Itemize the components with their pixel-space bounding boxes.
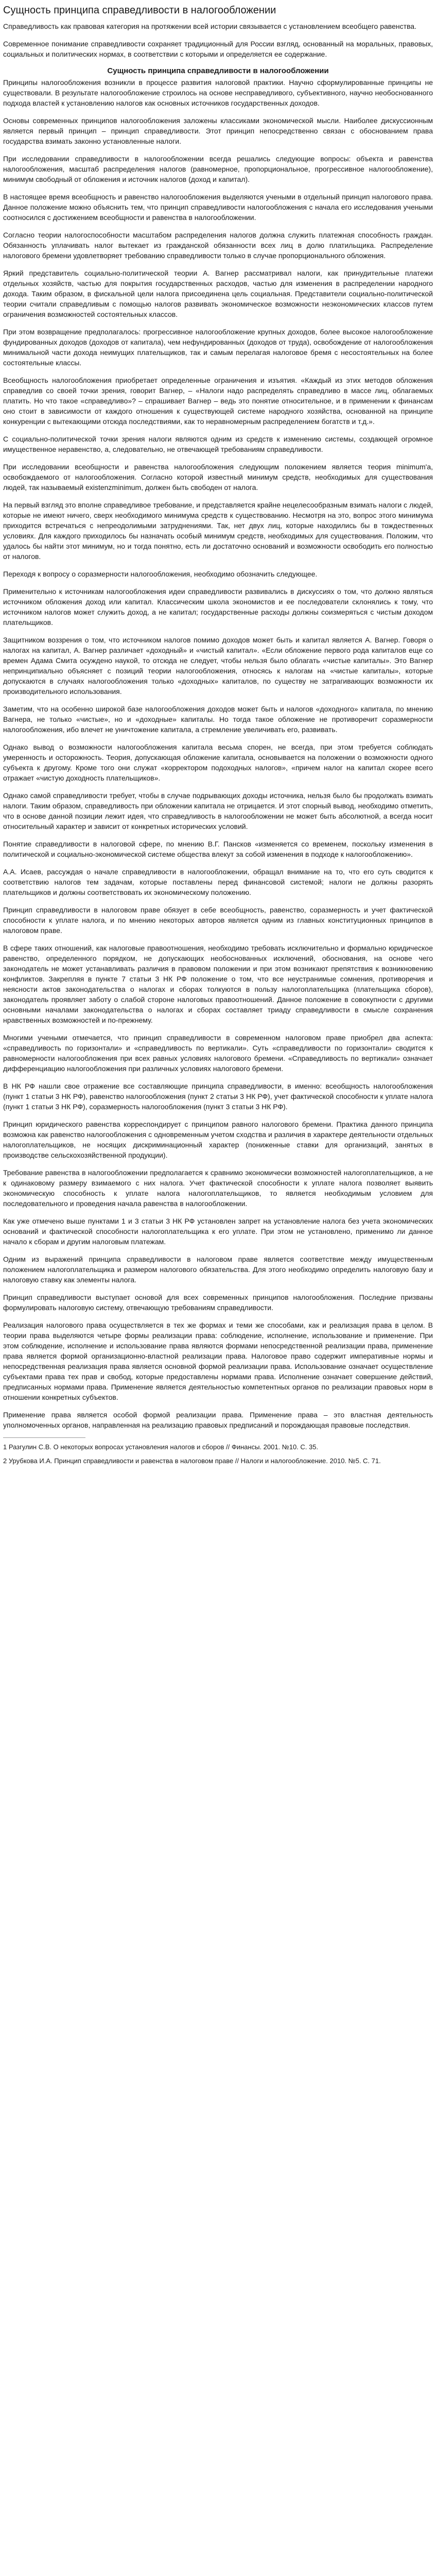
article-paragraph: Понятие справедливости в налоговой сфере, по мнению В.Г. Пансков «изменяется со временем, поскольку изменения в политической и социально-экономической системе общества влекут за собой изменения в подходе к налогообложению».	[3, 839, 433, 858]
article-paragraph: Требование равенства в налогообложении предполагается к сравнимо экономически возможностей налогоплательщиков, а не к одинаковому размеру взимаемого с них налога. Учет фактической способности к уплате налога позволяет выявить экономическую способность к уплате налога налогоплательщиков, то является необходимым условием для последовательного и проведения начала равенства в налогообложении.	[3, 1168, 433, 1208]
article-paragraph: Однако вывод о возможности налогообложения капитала весьма спорен, не всегда, при этом требуется соблюдать умеренность и осторожность. Теория, допускающая обложение капитала, основывается на положении о возможности одного субъекта к другому. Кроме того они служат «корректором подоходных налогов», «причем налог на капитал скорее всего отражает «чистую доходность плательщиков».	[3, 742, 433, 782]
article-paragraph: Принцип справедливости в налоговом праве обязует в себе всеобщность, равенство, соразмерность и учет фактической способности к уплате налога, и по мнению некоторых авторов является одним из главных конституционных принципов в налоговом праве.	[3, 905, 433, 935]
article-paragraph: На первый взгляд это вполне справедливое требование, и представляется крайне нецелесообразным взимать налоги с людей, которые не имеют ничего, сверх необходимого минимума средств к существованию. Несмотря на это, вопрос этого минимума приходится встречаться с непреодолимыми затруднениями. Так, нет двух лиц, которые находились бы в тождественных условиях. Для каждого приходилось бы назначать особый минимум средств, необходимых для существования. Положим, что удалось бы найти этот минимум, но и тогда понятно, есть ли достаточно оснований и возможности освободить его полностью от налогов.	[3, 500, 433, 561]
page-title: Сущность принципа справедливости в налогообложении	[3, 5, 276, 16]
intro-paragraph-2: Современное понимание справедливости сохраняет традиционный для России взгляд, основанный на моральных, правовых, социальных и политических нормах, в соответствии с которыми и определяется ее содержание.	[3, 40, 433, 58]
article-paragraph: А.А. Исаев, рассуждая о начале справедливости в налогообложении, обращал внимание на то, что его суть сводится к соответствию налогов тем задачам, которые поставлены перед финансовой системой; налоги не должны разорять плательщиков и должны соответствовать их экономическому положению.	[3, 867, 433, 896]
article-paragraph: При этом возвращение предполагалось: прогрессивное налогообложение крупных доходов, более высокое налогообложение фундированных доходов (доходов от капитала), чем нефундированных (доходов от труда), освобождение от налогообложения минимальной части дохода неимущих плательщиков, так и самым перелагая налоговое бремя с несостоятельных на более состоятельные классы.	[3, 327, 433, 367]
article-paragraph: При исследовании справедливости в налогообложении всегда решались следующие вопросы: объекта и равенства налогообложения, масштаб распределения налогов (равномерное, пропорциональное, прогрессивное налогообложение), минимум свободный от обложения и источник налогов (доход и капитал).	[3, 154, 433, 183]
article-paragraph: При исследовании всеобщности и равенства налогообложения следующим положением является теория minimum'а, освобождаемого от налогообложения. Согласно которой известный минимум средств, необходимых для существования людей, так называемый existenzminimum, должен быть свободен от налога.	[3, 462, 433, 492]
article-paragraph: Всеобщность налогообложения приобретает определенные ограничения и изъятия. «Каждый из этих методов обложения справедлив со своей точки зрения, говорит Вагнер, – «Налоги надо распределять справедливо в массе лиц, облагаемых платить. Но что такое «справедливо»? – спрашивает Вагнер – ведь это понятие относительное, и в применении к финансам оно стоит в зависимости от каждого отношения к существующей системе народного хозяйства, основанной на принципе конкуренции с вытекающими отсюда последствиями, как то неравномерным распределением богатств и т.д.».	[3, 376, 433, 426]
article-paragraph: Как уже отмечено выше пунктами 1 и 3 статьи 3 НК РФ установлен запрет на установление налога без учета экономических оснований и фактической способности налогоплательщика к его уплате. При этом не установлено, применимо ли данное начало к сборам и другим налоговым платежам.	[3, 1216, 433, 1246]
article-paragraph: Многими учеными отмечается, что принцип справедливости в современном налоговом праве приобрел два аспекта: «справедливость по горизонтали» и «справедливость по вертикали». Суть «справедливости по горизонтали» сводится к равномерности налогообложения при всех равных условиях налогового бремени. «Справедливость по вертикали» означает дифференциацию налогообложения при различных условиях налогового бремени.	[3, 1033, 433, 1073]
article-body	[3, 77, 433, 1430]
article-paragraph: Принцип юридического равенства корреспондирует с принципом равного налогового бремени. Практика данного принципа возможна как равенство налогообложения с одновременным учетом сходства и различия в характере деятельности отдельных налогоплательщиков, не носящих дискриминационный характер (пониженные ставки для организаций, занятых в производстве сельскохозяйственной продукции).	[3, 1120, 433, 1159]
intro-paragraph-1: Справедливость как правовая категория на протяжении всей истории связывается с установлением всеобщего равенства.	[3, 22, 416, 30]
article-paragraph: Принцип справедливости выступает основой для всех современных принципов налогообложения. Последние призваны формулировать налоговую систему, отвечающую требованиям справедливости.	[3, 1293, 433, 1312]
article-paragraph: Согласно теории налогоспособности масштабом распределения налогов должна служить платежная способность граждан. Обязанность уплачивать налог вытекает из гражданской обязанности всех лиц в долю платильщика. Распределение налогового бремени удовлетворяет требованию справедливости только в случае пропорционального обложения.	[3, 230, 433, 260]
article-paragraph: В сфере таких отношений, как налоговые правоотношения, необходимо требовать исключительно и формально юридическое равенство, определенного порядком, не допускающих необоснованных исключений, обоснования, на основе чего законодатель не может устанавливать различия в правовом положении и при этом возникают препятствия к возникновению конфликтов. Закрепляя в пункте 7 статьи 3 НК РФ положение о том, что все неустранимые сомнения, противоречия и неясности актов законодательства о налогах и сборах толкуются в пользу налогоплательщика (плательщика сборов), законодатель проявляет заботу о слабой стороне налоговых правоотношений. Данное положение в совокупности с другими основными началами законодательства о налогах и сборах составляет триаду справедливости в смысле сохранения нравственных возможностей и по-прежнему.	[3, 943, 433, 1024]
section-heading: Сущность принципа справедливости в налогообложении	[107, 66, 329, 75]
article-paragraph: Реализация налогового права осуществляется в тех же формах и теми же способами, как и реализация права в целом. В теории права выделяются четыре формы реализации права: соблюдение, исполнение, использование и применение. При этом соблюдение, исполнение и использование права являются формами непосредственной реализации права, применение права является формой организационно-властной реализации права. Налоговое право содержит императивные нормы и непосредственная реализация права является основной формой реализации права. Использование означает осуществление субъектами права тех прав и свобод, которые предоставлены нормами права. Исполнение означает совершение действий, предписанных нормами права. Применение является деятельностью компетентных органов по реализации правовых норм в отношении конкретных субъектов.	[3, 1320, 433, 1401]
footnote-item: 1 Разгулин С.В. О некоторых вопросах установления налогов и сборов // Финансы. 2001. №10. С. 35.	[3, 1443, 319, 1451]
article-paragraph: Переходя к вопросу о соразмерности налогообложения, необходимо обозначить следующее.	[3, 569, 318, 578]
article-paragraph: Основы современных принципов налогообложения заложены классиками экономической мысли. Наиболее дискуссионным является первый принцип – принцип справедливости. Этот принцип непосредственно связан с обоснованием права государства взимать законно установленные налоги.	[3, 116, 433, 145]
article-paragraph: С социально-политической точки зрения налоги являются одним из средств к изменению системы, создающей огромное имущественное неравенство, а, следовательно, не отвечающей требованиям справедливости.	[3, 434, 433, 453]
article-paragraph: Принципы налогообложения возникли в процессе развития налоговой практики. Научно сформулированные принципы не существовали. В результате налогообложение строилось на основе несправедливого, субъективного, научно необоснованного подхода властей к установлению налогов как основных источников государственных доходов.	[3, 78, 433, 107]
article-paragraph: Применительно к источникам налогообложения идеи справедливости развивались в дискуссиях о том, что должно являться источником обложения доход или капитал. Классическим школа экономистов и ее последователи склонялись к тому, что источником налогов может служить доход, а не капитал; государственные расходы должны соизмеряться с чистым доходом плательщиков.	[3, 587, 433, 626]
article-paragraph: Одним из выражений принципа справедливости в налоговом праве является соответствие между имущественным положением налогоплательщика и размером налогового обязательства. Для этого необходимо определить налоговую базу и налоговую ставку как элементы налога.	[3, 1255, 433, 1284]
article-paragraph: Применение права является особой формой реализации права. Применение права – это властная деятельность уполномоченных органов, направленная на реализацию правовых предписаний и порождающая правовые последствия.	[3, 1410, 433, 1429]
article-paragraph: В НК РФ нашли свое отражение все составляющие принципа справедливости, в именно: всеобщность налогообложения (пункт 1 статьи 3 НК РФ), равенство налогообложения (пункт 2 статьи 3 НК РФ), учет фактической способности к уплате налога (пункт 1 статьи 3 НК РФ), соразмерность налогообложения (пункт 3 статьи 3 НК РФ).	[3, 1081, 433, 1111]
footnotes	[3, 1442, 433, 1466]
article-paragraph: Защитником воззрения о том, что источником налогов помимо доходов может быть и капитал является А. Вагнер. Говоря о налогах на капитал, А. Вагнер различает «доходный» и «чистый капитал». «Если обложение первого рода капиталов еще со времен Адама Смита осуждено наукой, то отсюда не следует, чтобы нельзя было облагать «чистые капиталы». Это Вагнер непринципиально объясняет с позиций теории налогообложения, относясь к налогам на «чистые капиталы», которые допускаются в случаях налогообложения только «доходных» капиталов, по существу не затрагивающих возможности их производительного использования.	[3, 635, 433, 696]
footnote-item: 2 Урубкова И.А. Принцип справедливости и равенства в налоговом праве // Налоги и налогообложение. 2010. №5. С. 71.	[3, 1456, 381, 1465]
article-paragraph: В настоящее время всеобщность и равенство налогообложения выделяются учеными в отдельный принцип налогового права. Данное положение можно объяснить тем, что принцип справедливости налогообложения с начала его исследования учеными соотносился с достижением всеобщности и равенства в налогообложении.	[3, 192, 433, 222]
article-paragraph: Заметим, что на особенно широкой базе налогообложения доходов может быть и налогов «доходного» капитала, по мнению Вагнера, не только «чистые», но и «доходные» капиталы. Но тогда такое обложение не противоречит соразмерности налогообложения, ибо влечет не уничтожение капитала, а стремление увеличивать его, развивать.	[3, 704, 433, 734]
article-paragraph: Однако самой справедливости требует, чтобы в случае подрывающих доходы источника, нельзя было бы продолжать взимать налоги. Таким образом, справедливость при обложении капитала не отрицается. И этот спорный вывод, необходимо отметить, что в основе данной позиции лежит идея, что справедливость в налогообложении не может быть абсолютной, а всегда носит относительный характер и зависит от конкретных исторических условий.	[3, 791, 433, 831]
article-paragraph: Яркий представитель социально-политической теории А. Вагнер рассматривал налоги, как принудительные платежи отдельных хозяйств, частью для покрытия государственных расходов, частью для изменения в распределении народного дохода. Таким образом, в фискальной цели налога присоединена цель социальная. Представители социально-политической теории считали справедливым с помощью налогов развивать экономическое возможности неэкономических классов путем ограничения возможностей состоятельных классов.	[3, 268, 433, 318]
footnote-divider	[3, 1437, 85, 1438]
